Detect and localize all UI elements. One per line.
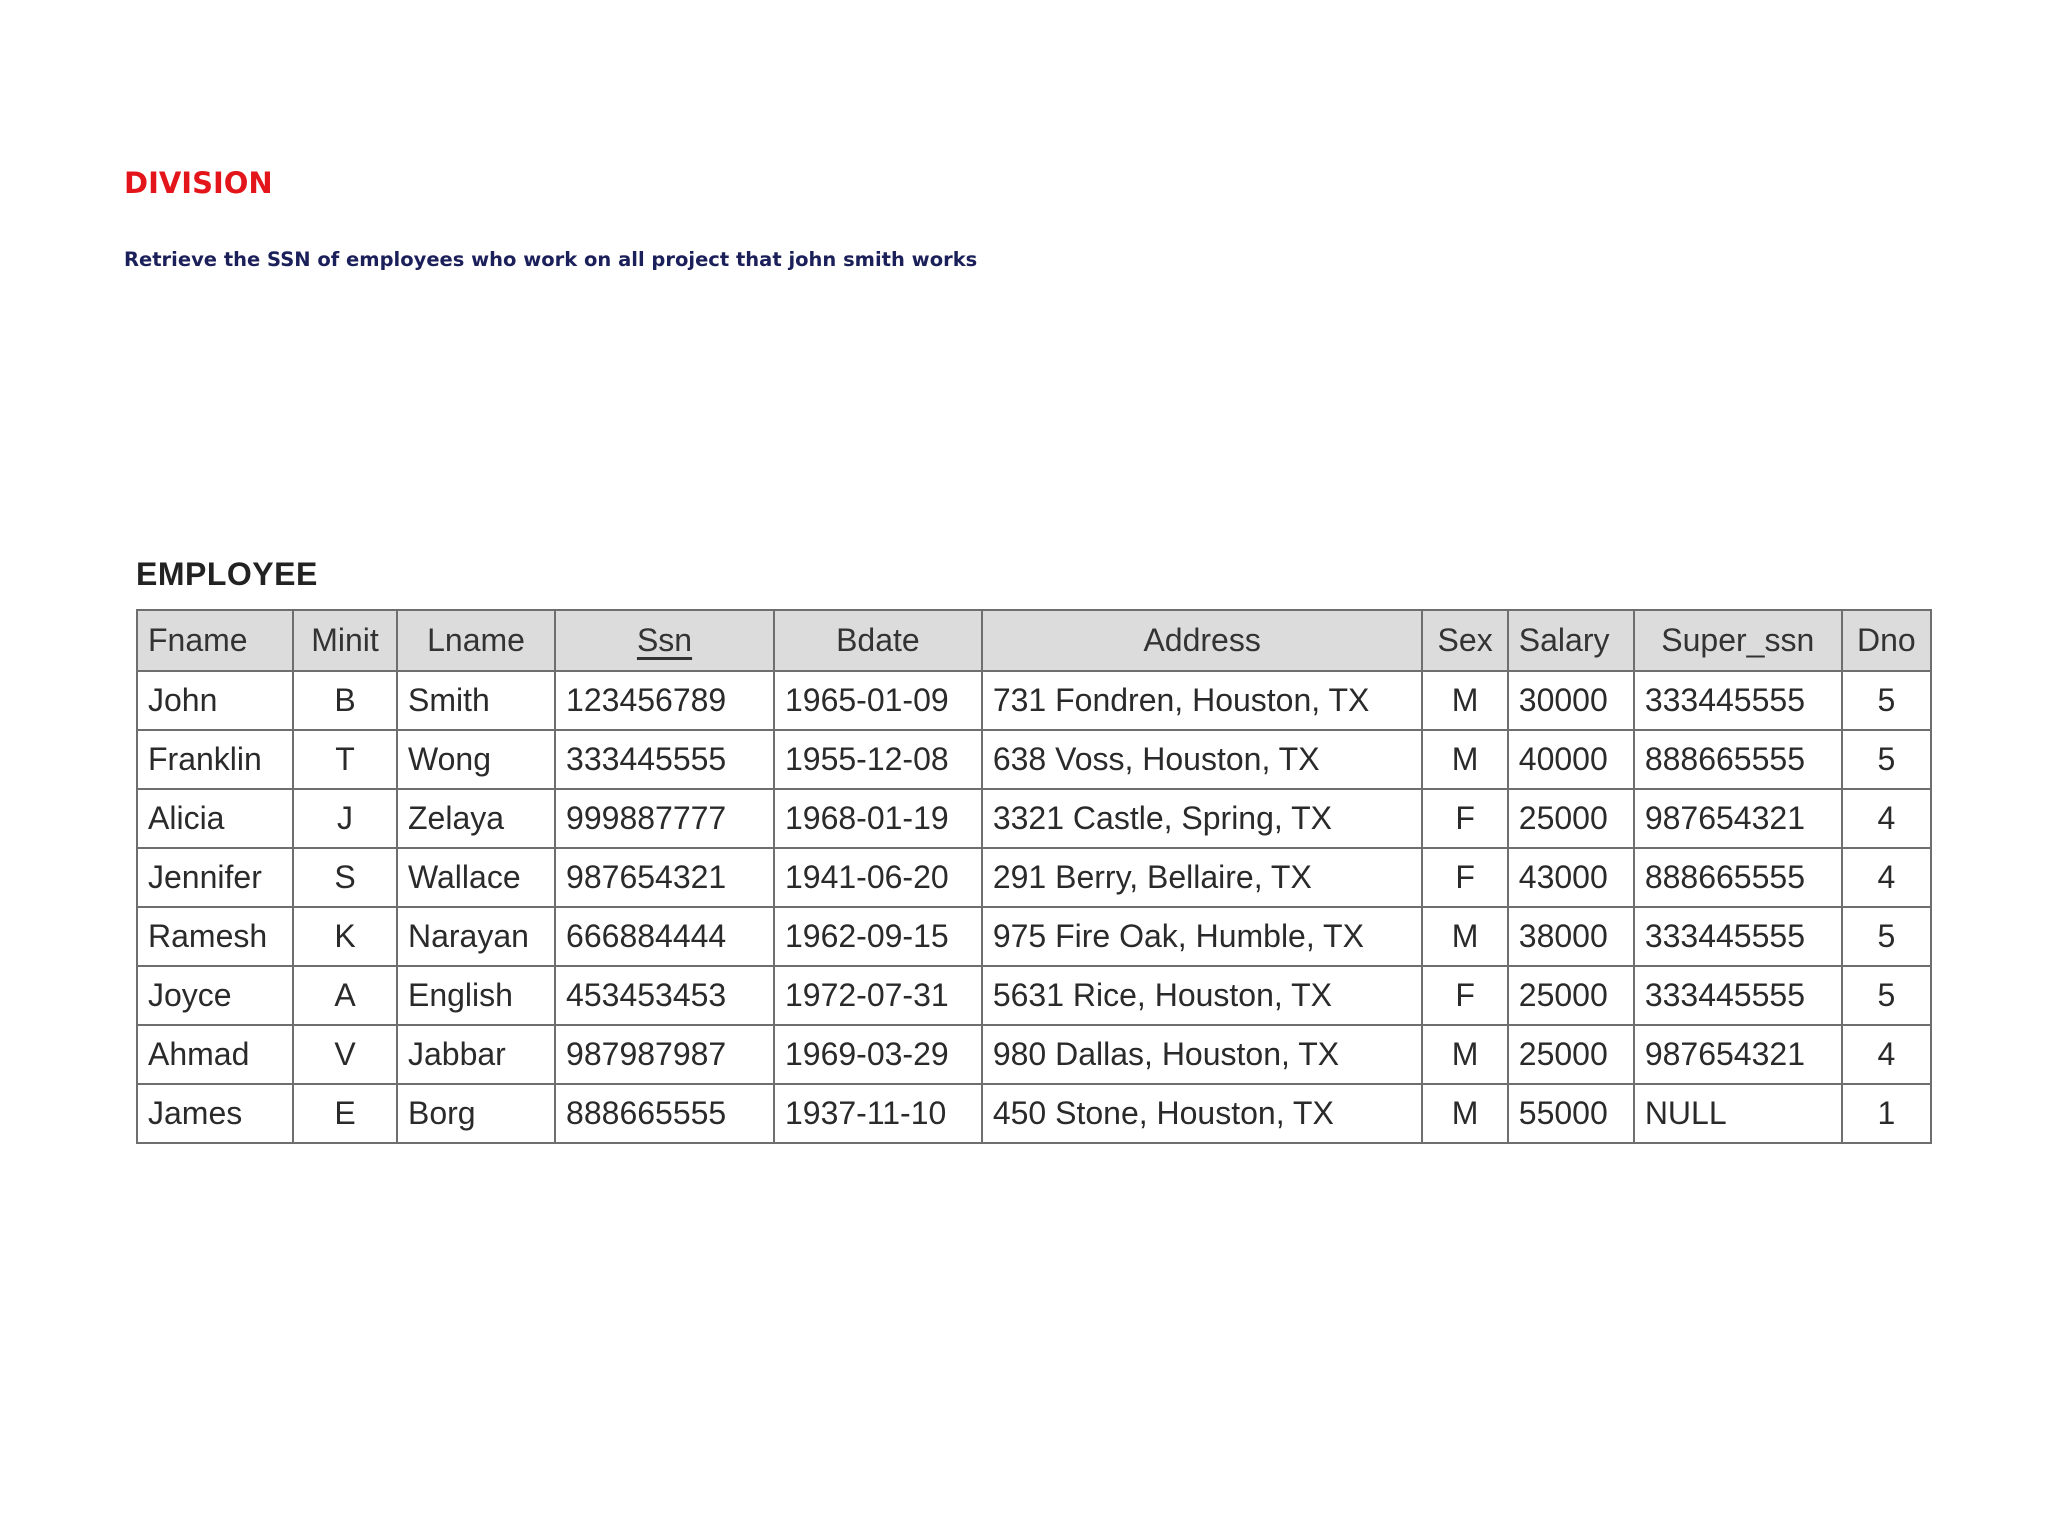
slide-subtitle: Retrieve the SSN of employees who work on all project that john smith works: [124, 248, 978, 271]
cell-sex: M: [1422, 730, 1507, 789]
cell-ssn: 987654321: [555, 848, 774, 907]
cell-lname: Zelaya: [397, 789, 555, 848]
cell-super-ssn: NULL: [1634, 1084, 1842, 1143]
primary-key-label: Ssn: [636, 622, 693, 658]
cell-lname: English: [397, 966, 555, 1025]
cell-address: 291 Berry, Bellaire, TX: [982, 848, 1423, 907]
cell-bdate: 1941-06-20: [774, 848, 982, 907]
cell-salary: 55000: [1508, 1084, 1634, 1143]
cell-dno: 1: [1842, 1084, 1931, 1143]
cell-super-ssn: 333445555: [1634, 907, 1842, 966]
cell-fname: James: [137, 1084, 293, 1143]
cell-ssn: 666884444: [555, 907, 774, 966]
cell-minit: T: [293, 730, 397, 789]
column-header-fname: Fname: [137, 610, 293, 671]
cell-super-ssn: 888665555: [1634, 848, 1842, 907]
cell-address: 731 Fondren, Houston, TX: [982, 671, 1423, 730]
table-header-row: [137, 610, 1931, 671]
cell-sex: F: [1422, 848, 1507, 907]
cell-salary: 40000: [1508, 730, 1634, 789]
table-row: [137, 966, 1931, 1025]
cell-fname: Joyce: [137, 966, 293, 1025]
column-header-bdate: Bdate: [774, 610, 982, 671]
cell-sex: F: [1422, 966, 1507, 1025]
cell-bdate: 1937-11-10: [774, 1084, 982, 1143]
cell-fname: Jennifer: [137, 848, 293, 907]
cell-ssn: 999887777: [555, 789, 774, 848]
cell-dno: 5: [1842, 671, 1931, 730]
cell-lname: Wallace: [397, 848, 555, 907]
cell-fname: Franklin: [137, 730, 293, 789]
cell-lname: Narayan: [397, 907, 555, 966]
cell-address: 450 Stone, Houston, TX: [982, 1084, 1423, 1143]
column-header-super-ssn: Super_ssn: [1634, 610, 1842, 671]
cell-minit: A: [293, 966, 397, 1025]
table-row: [137, 671, 1931, 730]
cell-minit: V: [293, 1025, 397, 1084]
column-header-address: Address: [982, 610, 1423, 671]
cell-super-ssn: 333445555: [1634, 671, 1842, 730]
cell-fname: John: [137, 671, 293, 730]
slide-title: DIVISION: [124, 166, 273, 200]
employee-table: [136, 609, 1932, 1144]
table-row: [137, 848, 1931, 907]
cell-dno: 5: [1842, 966, 1931, 1025]
cell-salary: 25000: [1508, 966, 1634, 1025]
table-row: [137, 1084, 1931, 1143]
cell-dno: 5: [1842, 730, 1931, 789]
column-header-ssn: [555, 610, 774, 671]
cell-dno: 4: [1842, 848, 1931, 907]
cell-dno: 4: [1842, 789, 1931, 848]
cell-bdate: 1965-01-09: [774, 671, 982, 730]
cell-ssn: 888665555: [555, 1084, 774, 1143]
cell-dno: 4: [1842, 1025, 1931, 1084]
cell-minit: E: [293, 1084, 397, 1143]
cell-sex: M: [1422, 1084, 1507, 1143]
table-row: [137, 730, 1931, 789]
table-body: [137, 671, 1931, 1143]
cell-address: 3321 Castle, Spring, TX: [982, 789, 1423, 848]
cell-salary: 30000: [1508, 671, 1634, 730]
cell-ssn: 123456789: [555, 671, 774, 730]
cell-lname: Jabbar: [397, 1025, 555, 1084]
cell-lname: Smith: [397, 671, 555, 730]
cell-address: 975 Fire Oak, Humble, TX: [982, 907, 1423, 966]
cell-address: 5631 Rice, Houston, TX: [982, 966, 1423, 1025]
cell-sex: M: [1422, 671, 1507, 730]
cell-bdate: 1955-12-08: [774, 730, 982, 789]
cell-lname: Wong: [397, 730, 555, 789]
cell-fname: Ahmad: [137, 1025, 293, 1084]
cell-lname: Borg: [397, 1084, 555, 1143]
cell-super-ssn: 987654321: [1634, 1025, 1842, 1084]
column-header-salary: Salary: [1508, 610, 1634, 671]
cell-address: 638 Voss, Houston, TX: [982, 730, 1423, 789]
column-header-lname: Lname: [397, 610, 555, 671]
column-header-minit: Minit: [293, 610, 397, 671]
cell-salary: 25000: [1508, 789, 1634, 848]
table-name: EMPLOYEE: [136, 556, 318, 592]
cell-salary: 38000: [1508, 907, 1634, 966]
cell-bdate: 1968-01-19: [774, 789, 982, 848]
cell-ssn: 987987987: [555, 1025, 774, 1084]
cell-salary: 43000: [1508, 848, 1634, 907]
cell-sex: M: [1422, 1025, 1507, 1084]
cell-address: 980 Dallas, Houston, TX: [982, 1025, 1423, 1084]
cell-minit: S: [293, 848, 397, 907]
cell-minit: K: [293, 907, 397, 966]
table-row: [137, 1025, 1931, 1084]
cell-super-ssn: 888665555: [1634, 730, 1842, 789]
cell-bdate: 1972-07-31: [774, 966, 982, 1025]
cell-ssn: 333445555: [555, 730, 774, 789]
table-row: [137, 907, 1931, 966]
cell-dno: 5: [1842, 907, 1931, 966]
cell-fname: Ramesh: [137, 907, 293, 966]
cell-minit: J: [293, 789, 397, 848]
cell-fname: Alicia: [137, 789, 293, 848]
cell-bdate: 1962-09-15: [774, 907, 982, 966]
cell-sex: M: [1422, 907, 1507, 966]
table-row: [137, 789, 1931, 848]
column-header-sex: Sex: [1422, 610, 1507, 671]
cell-salary: 25000: [1508, 1025, 1634, 1084]
cell-super-ssn: 987654321: [1634, 789, 1842, 848]
column-header-dno: Dno: [1842, 610, 1931, 671]
cell-super-ssn: 333445555: [1634, 966, 1842, 1025]
cell-bdate: 1969-03-29: [774, 1025, 982, 1084]
cell-minit: B: [293, 671, 397, 730]
cell-sex: F: [1422, 789, 1507, 848]
cell-ssn: 453453453: [555, 966, 774, 1025]
